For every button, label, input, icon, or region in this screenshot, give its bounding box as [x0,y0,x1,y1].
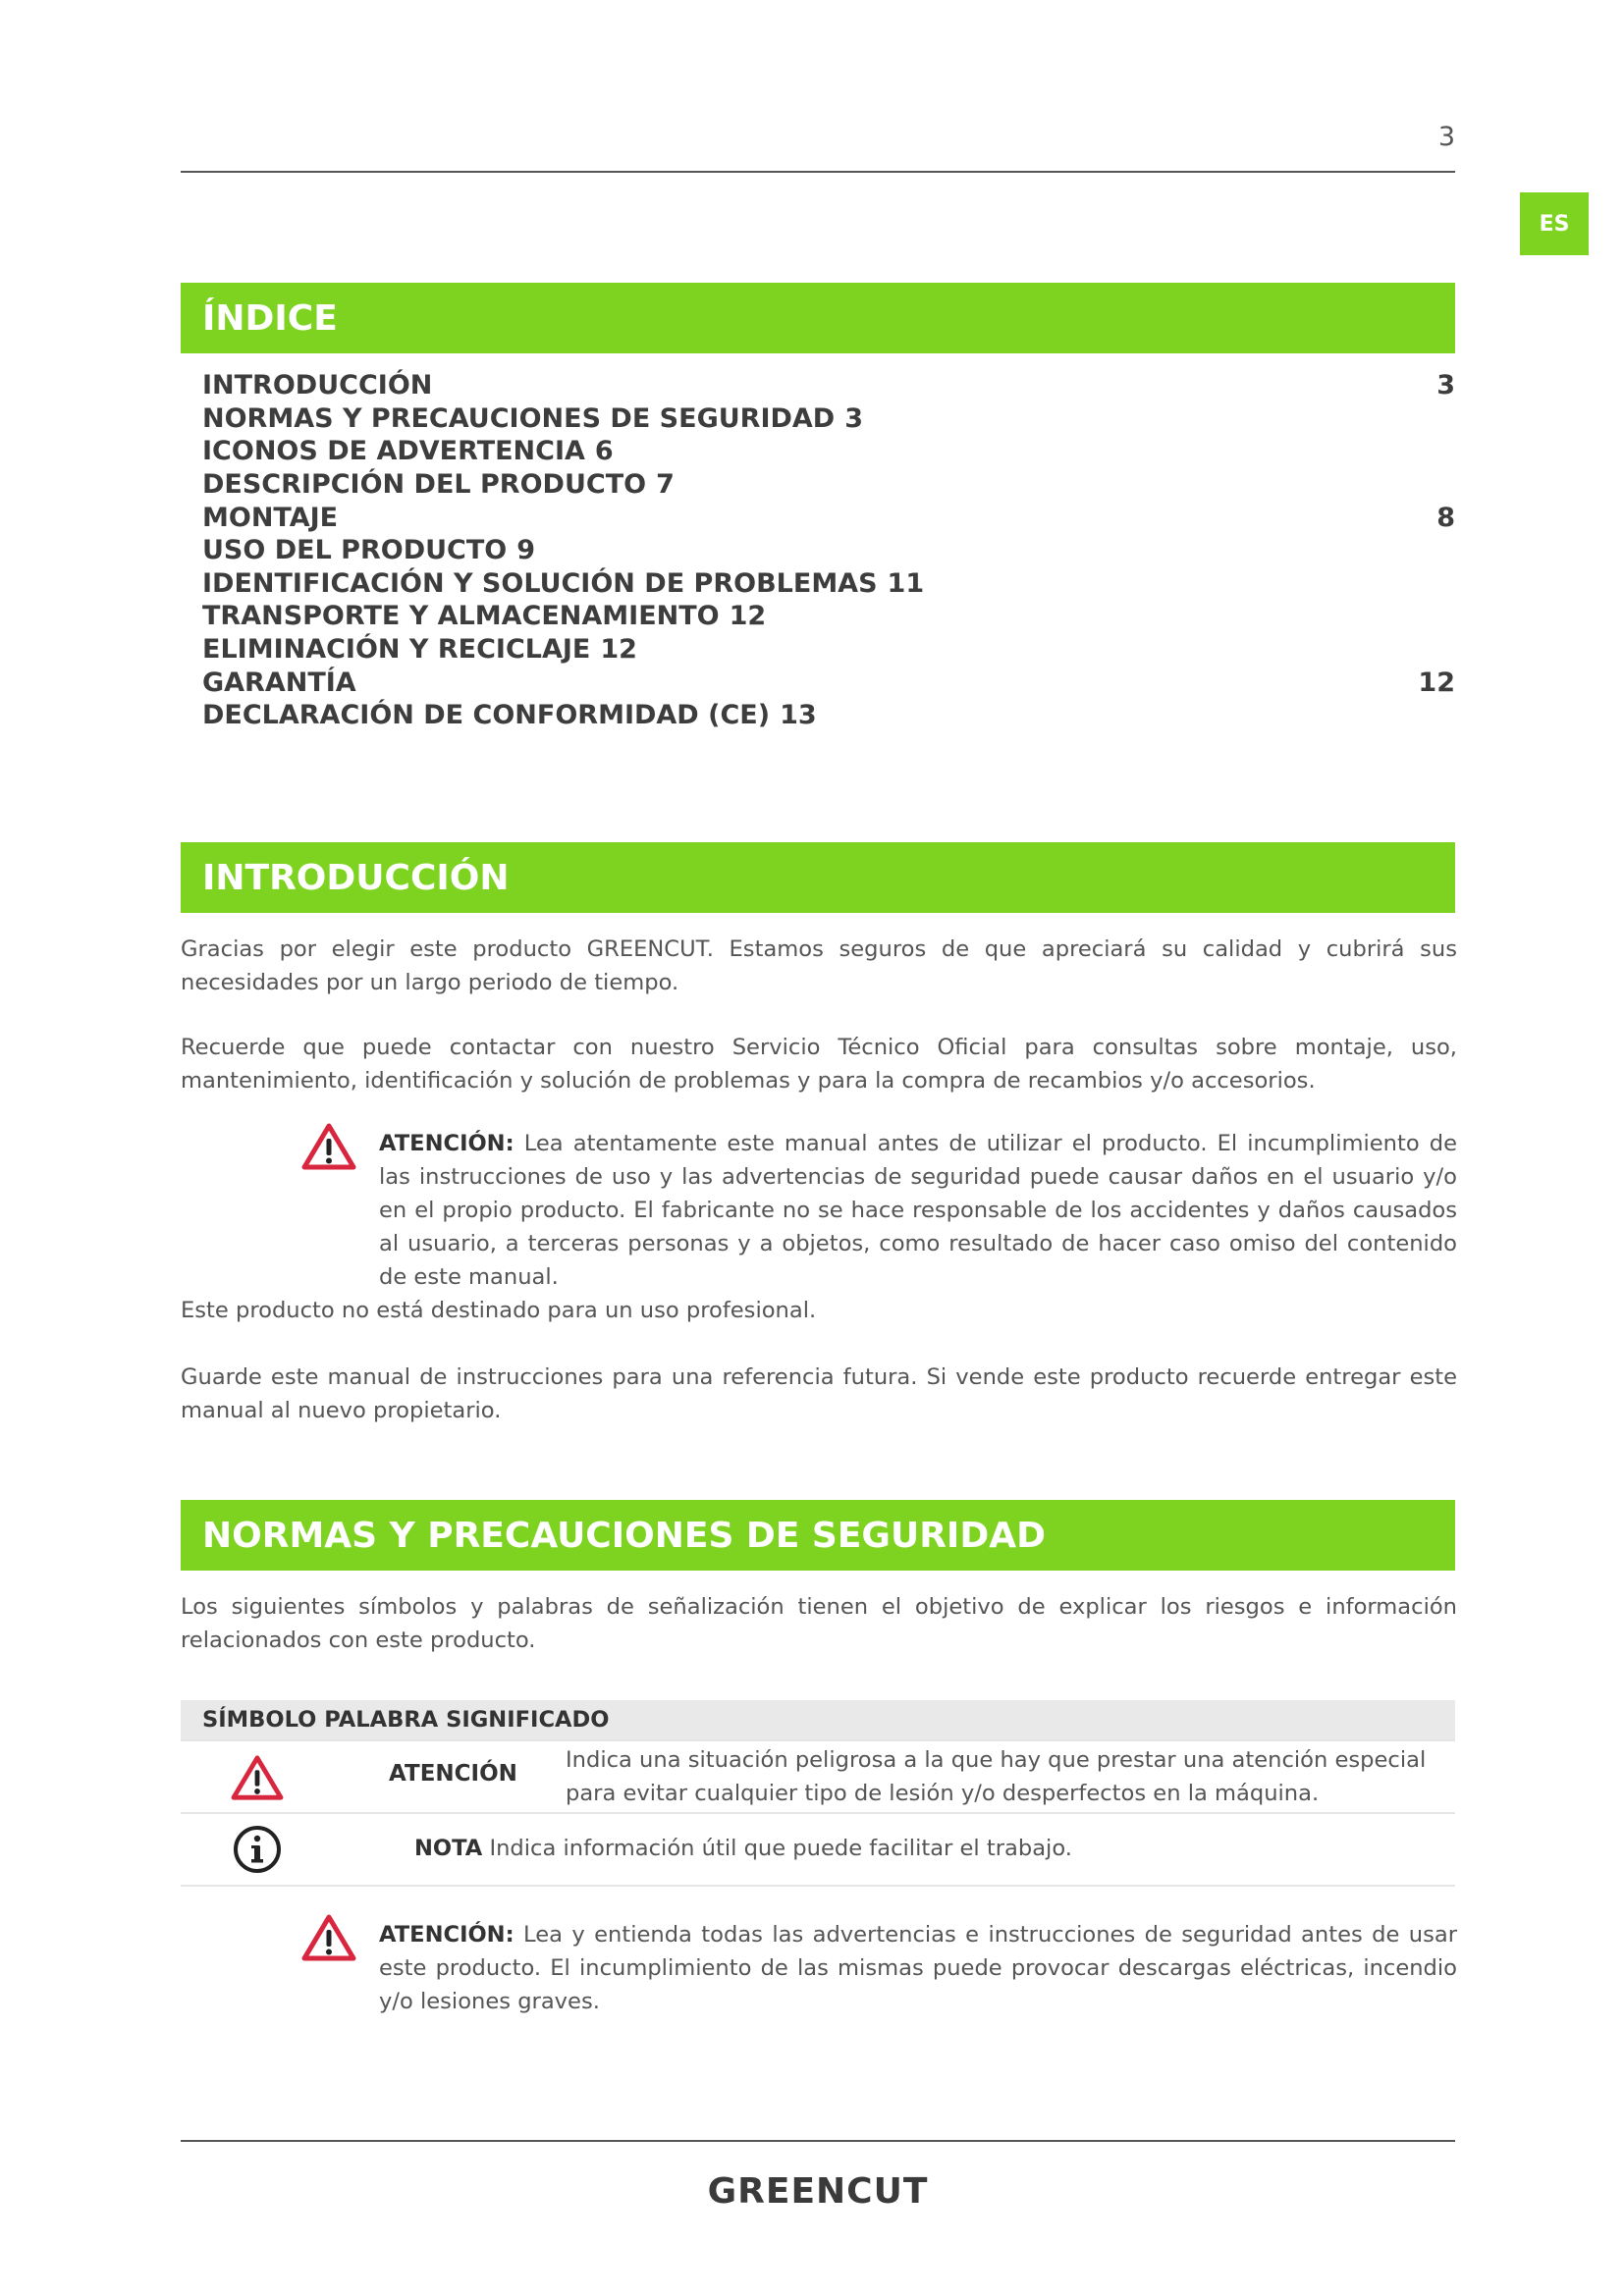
intro-warning [379,1127,1457,1294]
safety-title: NORMAS Y PRECAUCIONES DE SEGURIDAD [202,1515,1046,1556]
intro-paragraph-1: Gracias por elegir este producto GREENCUT. Estamos seguros de que apreciará su calidad y cubrirá sus necesidades por un largo periodo de tiempo. [181,936,1457,995]
toc-item-label: GARANTÍA [202,667,356,698]
toc-item-page: 13 [780,700,817,731]
footer-rule [181,2140,1455,2142]
toc-item-label: MONTAJE [202,502,339,533]
header-rule [181,171,1455,173]
safety-intro: Los siguientes símbolos y palabras de señalización tienen el objetivo de explicar los riesgos e información relacionados con este producto. [181,1594,1457,1653]
toc-item-label: DECLARACIÓN DE CONFORMIDAD (CE) [202,700,771,731]
toc-item [202,633,1455,667]
page-number: 3 [1437,122,1455,152]
safety-title-band [181,1500,1455,1571]
toc-item-entry [202,469,675,500]
table-of-contents [202,369,1455,732]
toc-item-page: 6 [594,436,614,467]
toc-item [202,534,1455,567]
intro-title: INTRODUCCIÓN [202,857,510,898]
warning-label: ATENCIÓN: [379,1131,514,1156]
toc-item-label: USO DEL PRODUCTO [202,535,508,566]
row-word: NOTA [414,1836,483,1861]
toc-item [202,435,1455,468]
table-row [181,1739,1455,1814]
toc-item [202,369,1455,402]
toc-item-page: 11 [887,567,925,599]
row-word: ATENCIÓN [389,1761,517,1787]
toc-item [202,699,1455,732]
info-circle-icon [232,1824,283,1879]
toc-item [202,666,1455,699]
toc-item-label: ELIMINACIÓN Y RECICLAJE [202,634,591,666]
warning-triangle-icon [300,1121,357,1176]
table-row [181,1814,1455,1887]
toc-item [202,567,1455,601]
warning-text: Lea atentamente este manual antes de utilizar el producto. El incumplimiento de las instrucciones de uso y las advertencias de seguridad puede causar daños en el usuario y/o en el propio producto. El fabricante no se hace responsable de los accidentes y daños causados al usuario, a terceras personas y a objetos, como resultado de hacer caso omiso del contenido de este manual. [379,1131,1457,1290]
toc-title-band [181,283,1455,353]
toc-item [202,468,1455,502]
intro-paragraph-4: Guarde este manual de instrucciones para una referencia futura. Si vende este producto recuerde entregar este manual al nuevo propietario. [181,1364,1457,1423]
warning-triangle-icon [230,1753,285,1806]
symbol-table-header: SÍMBOLO PALABRA SIGNIFICADO [181,1700,1455,1739]
toc-item-page: 12 [600,634,637,666]
warning-triangle-icon [300,1912,357,1967]
toc-item-entry [202,634,637,665]
toc-item-page: 12 [729,601,767,632]
intro-title-band [181,842,1455,913]
warning-text: Lea y entienda todas las advertencias e instrucciones de seguridad antes de usar este producto. El incumplimiento de las mismas puede provocar descargas eléctricas, incendio y/o lesiones graves. [379,1922,1458,2014]
warning-label: ATENCIÓN: [379,1922,514,1948]
intro-paragraph-2: Recuerde que puede contactar con nuestro Servicio Técnico Oficial para consultas sobre montaje, uso, mantenimiento, identificación y solución de problemas y para la compra de recambios y/o accesorios. [181,1035,1457,1094]
toc-item-entry [202,568,924,599]
toc-item-page: 7 [656,469,675,501]
toc-item-entry [202,535,535,565]
toc-item-page: 3 [1436,370,1455,401]
toc-item-label: INTRODUCCIÓN [202,370,433,401]
toc-item-label: IDENTIFICACIÓN Y SOLUCIÓN DE PROBLEMAS [202,567,878,599]
brand-logo [687,2171,948,2212]
language-tab: ES [1520,192,1589,255]
toc-item [202,402,1455,436]
intro-paragraph-3: Este producto no está destinado para un uso profesional. [181,1298,817,1323]
toc-item [202,501,1455,534]
toc-item-entry [202,601,766,631]
toc-item [202,600,1455,633]
toc-item-page: 8 [1436,502,1455,533]
toc-item-page: 12 [1418,667,1455,698]
row-meaning: Indica una situación peligrosa a la que hay que prestar una atención especial para evitar cualquier tipo de lesión y/o desperfectos en la máquina. [566,1747,1427,1806]
toc-item-page: 3 [844,402,864,434]
toc-item-entry [202,403,863,434]
row-content [414,1832,1396,1865]
brand-name: GREENCUT [707,2171,929,2212]
toc-item-label: NORMAS Y PRECAUCIONES DE SEGURIDAD [202,402,836,434]
row-meaning: Indica información útil que puede facilitar el trabajo. [489,1836,1072,1861]
safety-warning [379,1918,1457,2018]
toc-item-entry [202,700,817,730]
toc-item-page: 9 [516,535,536,566]
toc-title: ÍNDICE [202,297,338,339]
toc-item-entry [202,436,614,466]
toc-item-label: TRANSPORTE Y ALMACENAMIENTO [202,601,720,632]
toc-item-label: ICONOS DE ADVERTENCIA [202,436,585,467]
symbol-table [181,1700,1455,1887]
toc-item-label: DESCRIPCIÓN DEL PRODUCTO [202,469,647,501]
